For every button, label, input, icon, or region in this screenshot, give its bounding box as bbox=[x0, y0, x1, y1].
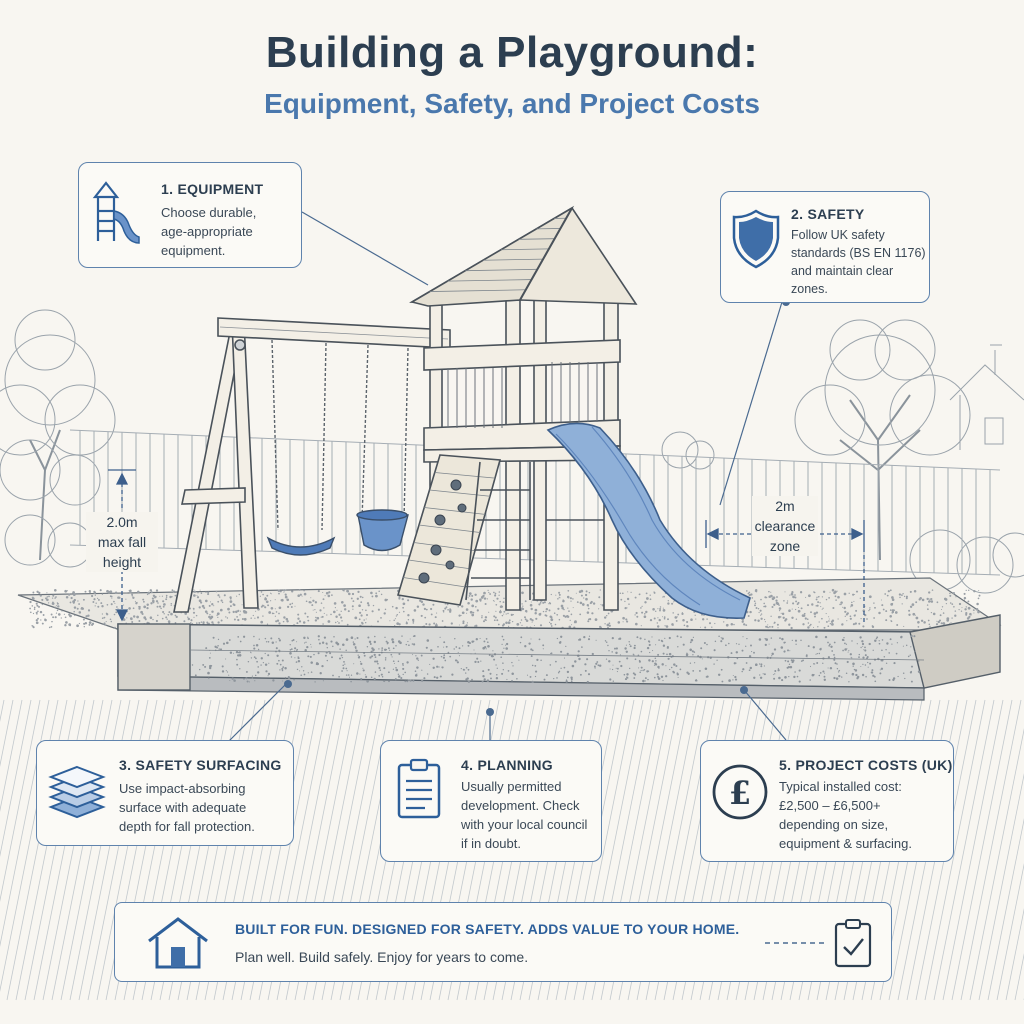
equipment-card-body: Choose durable, age-appropriate equipment. bbox=[161, 205, 257, 258]
planning-card-body: Usually permitted development. Check with your local council if in doubt. bbox=[461, 779, 588, 851]
planning-card bbox=[380, 740, 602, 862]
footer-headline: BUILT FOR FUN. DESIGNED FOR SAFETY. ADDS VALUE TO YOUR HOME. bbox=[235, 921, 740, 937]
planning-card-title: 4. PLANNING bbox=[461, 757, 553, 773]
fall-height-label: 2.0m max fall height bbox=[86, 512, 158, 572]
clipboard-icon bbox=[395, 757, 443, 821]
surfacing-card bbox=[36, 740, 294, 846]
footer-tagline: Plan well. Build safely. Enjoy for years to come. bbox=[235, 949, 529, 965]
house-icon bbox=[145, 915, 211, 971]
safety-card-title: 2. SAFETY bbox=[791, 206, 865, 222]
surfacing-card-title: 3. SAFETY SURFACING bbox=[119, 757, 282, 773]
page-subtitle: Equipment, Safety, and Project Costs bbox=[264, 88, 760, 119]
playhouse-slide-icon bbox=[91, 179, 141, 249]
clearance-label: 2m clearance zone bbox=[752, 496, 818, 556]
layers-icon bbox=[47, 763, 107, 823]
swing-seats bbox=[268, 510, 408, 555]
surfacing-card-body: Use impact-absorbing surface with adequate depth for fall protection. bbox=[119, 781, 255, 834]
safety-card bbox=[720, 191, 930, 303]
costs-card bbox=[700, 740, 954, 862]
pound-icon bbox=[711, 763, 769, 821]
equipment-card-title: 1. EQUIPMENT bbox=[161, 181, 264, 197]
shield-icon bbox=[731, 208, 781, 270]
footer-banner bbox=[114, 902, 892, 982]
equipment-card bbox=[78, 162, 302, 268]
climbing-wall bbox=[398, 455, 500, 605]
page-title: Building a Playground: bbox=[265, 28, 759, 77]
checklist-icon bbox=[833, 917, 873, 969]
safety-card-body: Follow UK safety standards (BS EN 1176) and maintain clear zones. bbox=[791, 228, 926, 296]
costs-card-body: Typical installed cost: £2,500 – £6,500+ depending on size, equipment & surfacing. bbox=[779, 779, 912, 851]
dashed-divider bbox=[765, 941, 825, 945]
svg-text:£: £ bbox=[728, 774, 752, 812]
costs-card-title: 5. PROJECT COSTS (UK) bbox=[779, 757, 953, 773]
